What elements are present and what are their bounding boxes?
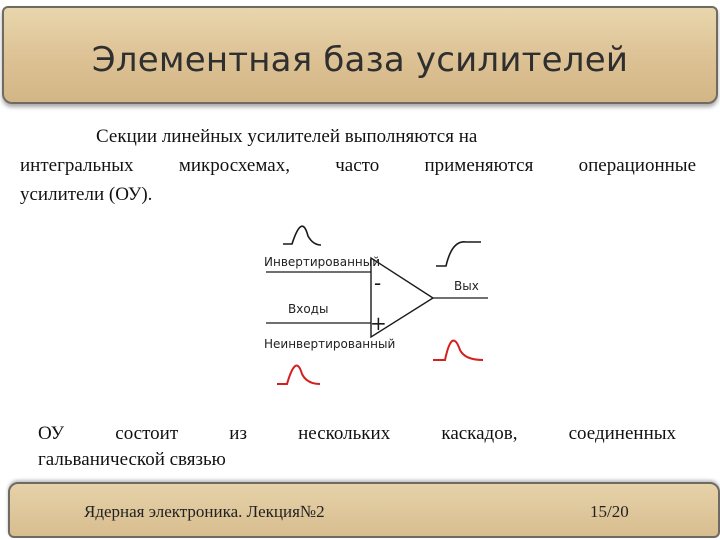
inputs-label: Входы <box>288 302 329 316</box>
footer-course-label: Ядерная электроника. Лекция№2 <box>84 502 325 521</box>
output-signal <box>436 242 481 266</box>
footer-page-number: 15/20 <box>590 502 629 521</box>
noninverting-input-label: Неинвертированный <box>264 337 396 351</box>
noninverting-input-signal <box>277 366 320 384</box>
inverting-input-signal <box>283 226 321 245</box>
page-title: Элементная база усилителей <box>91 40 629 80</box>
inverting-input-label: Инвертированный <box>264 255 381 269</box>
intro-line-1: Секции линейных усилителей выполняются на <box>96 126 478 147</box>
minus-sign: - <box>374 271 382 295</box>
output-label: Вых <box>454 279 479 293</box>
intro-line-2: интегральных микросхемах, часто применяются операционные <box>20 155 696 176</box>
intro-line-3: усилители (ОУ). <box>20 184 153 205</box>
body-line-2: гальванической связью <box>38 449 226 470</box>
body-line-1: ОУ состоит из нескольких каскадов, соединенных <box>38 423 676 444</box>
body-paragraph <box>38 421 676 473</box>
noninverting-output-signal <box>433 341 483 360</box>
plus-sign: + <box>370 311 387 335</box>
